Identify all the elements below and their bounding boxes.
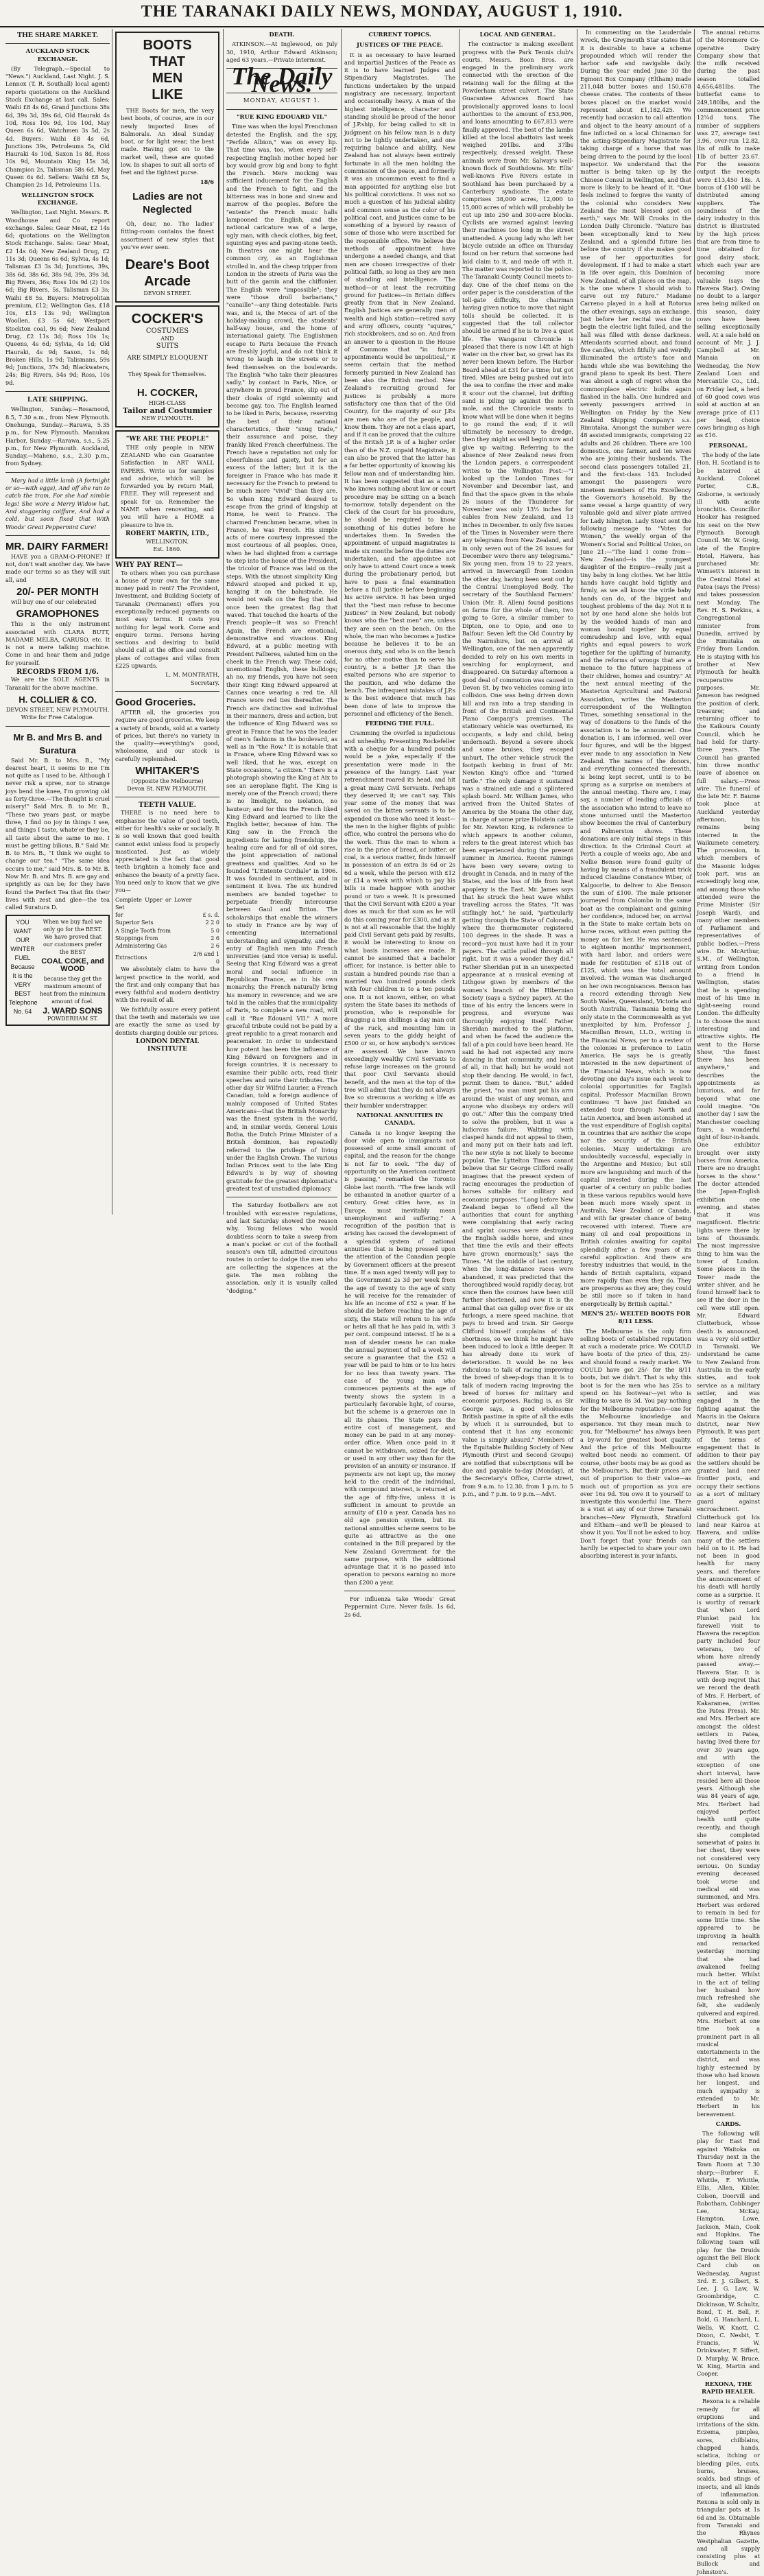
ladies-text: Oh, dear, no. The ladies' fitting-room contains the finest assortment of new styles that you've ever seen.	[121, 220, 214, 250]
boots-ad-headline: MEN	[152, 71, 183, 86]
ward-coal-ad	[5, 915, 110, 1027]
montrath-title: Secretary.	[190, 679, 219, 686]
cocker-eloquent: ARE SIMPLY ELOQUENT	[127, 354, 208, 362]
wellington-exchange-heading: WELLINGTON STOCK EXCHANGE.	[21, 191, 94, 207]
price-value: 2/6 and 1 0	[193, 950, 219, 965]
coal-ad-word: Because	[10, 963, 35, 970]
column-7	[697, 29, 760, 2575]
dairy-farmer-heading: MR. DAIRY FARMER!	[5, 540, 108, 552]
welted-boots-text: The Melbourne is the only firm selling boots of established reputation at such a moderate price. We COULD have boots of the price of this, 25/- and should found a ready market. We COULD have got 25/- for the 8/11 boots, but we didn't. That is why this boot is for the men who has 25s to spend on his footwear—yet who is willing to save 8s 3d. You pay nothing for the Melbourne reputation—one for the Melbourne knowledge and experience. Yet they mean much to you, for "Melbourne" has always been a by-word for greatest boot quality. And the price of this Melbourne welted boot needs no comment. Of course, other boots may be as good as the Melbourne's. But their prices are out of proportion to their value—as much out of proportion as you are over 16s 9d. You owe it to yourself to investigate this wonderful line. There is a visit at any of our three Taranaki branches—New Plymouth, Stratford and Eltham—and we'll be pleased to show it you. You'll not be asked to buy. Don't forget that your friends can hardly be expected to share your own absorbing interest in your infants.	[580, 1327, 691, 1560]
feeding-text: Cramming the overfed is injudicious and unhealthy. Presenting Rockefeller with a cheque for a hundred pounds would be a joke, especially if the presentation were made in the presence of the hungry. Last year retrenchment roared its head, and hit a great many Civil Servants. Perhaps they deserved it; we can't say. This year some of the money that was saved on the bitten servants is to be expended on those who need it least—the men in the higher flights of public office, who control the persons who do the work. Thus the man to whom a rise in the price of bread, or butter, or coal, is a serious matter, finds himself in possession of an extra 3s 6d or 2s 6d a week, while the person with £12 or £14 a week with which to pay his bills is made happier with another pound or two a week. It is presumed that the Civil Servant with £200 a year does as much for that sum as he will do this coming year for £300, and as it is not at all reasonable that the highly paid Civil Servant gets paid by results, it would be interesting to know on what basis increases are made. It cannot be assumed that a bachelor officer, for instance, is better able to sustain a hundred pounds rise than a married two hundred pounds clerk with four children is to a ten pounds one. It is not known, either, on what system the State bases its methods of promotion, who is responsible for dragging a ten shillings a day man out of the ruck, and mounting him in seven years to the giddy height of £500 or so, or how anybody's services are assessed. We have known exceedingly wealthy Civil Servants to refuse large increases on the ground that poor Civil Servants should benefit, and the men at the top of the tree will admit that they do not always live so strenuous a working a life as their humbler understrapper.	[344, 729, 455, 1109]
footballers-text: The Saturday footballers are not troubled with excessive regulations, and last Saturday showed the reason why. Young fellows who would doubtless scorn to take a sweep from a man's pocket or cut of the football season's own till, admitted circuitous routes in order to dodge the men who are collecting the sixpences at the gate. The men robbing the association, only it is usually called "dodging."	[226, 1202, 337, 1294]
martin-town: WELLINGTON.	[145, 539, 189, 546]
suratura-text: Said Mr. B. to Mrs. B., "My dearest heart, it seems to me I'm not quite as I used to be. Although I never risk a spree, nor to strange joys bend the knee, I'm growing old as forty-three.—The thought is cruel misery!" Said Mrs. B. to Mr. B., "These two years past, or maybe three, I find no joy in things I see, and things I taste, whate'er they be, all taste about the same to me. I must be getting bilious, B." Said Mr. B. to Mrs. B., "I think we ought to change our tea." "The same idea occurs to me," said Mrs. B. to Mr. B. Now Mr. B. and Mrs. B. are gay and sprightly as can be; for they have found the Perfect Tea that fits their lives with zest and glee—the tea called Suratura D.	[5, 756, 110, 911]
local-general-text: The contractor is making excellent progress with the Park Tennis club's courts. Messrs. Boon Bros. are engaged in the preliminary work connected with the erection of the retaining wall for the filling at the Powderham street culvert. The State Guarantee Advances Board has provisionally approved loans to local authorities to the amount of £53,906, and loans amounting to £67,813 were finally approved. The best of the lambs killed at the local abattoirs last week weighed 201lbs. and 37lbs respectively, dressed weight. These animals were from Mr. Salway's well-known flock of Southdowns. Mr. Ellis' well-known Five Rivers estate in Southland has been purchased by a Canterbury syndicate. The estate comprises 38,000 acres, 12,000 to 15,000 acres of which will probably be cut up into 250 and 300-acre blocks. Cyclists are warned against leaving their machines too long in the street unattended. A young lady who left her bicycle outside an office on Thursday found on her return that someone had laid claim to it, and made off with it. The matter was reported to the police. The Taranaki County Council meets to-day. One of the chief items on the order paper is the consideration of the toll-gate difficulty, the chairman having given notice to move that night tolls should be collected. It is suggested that the toll collector should be armed if he is to live a quiet life. The Wanganui Chronicle is pleased that there is now 14ft at high water on the river bar, so great has its never been known before. The Harbor Board ahead at £31 for a time; but got tired. Miles are being pushed out into the sea to confine the river and make it scour out the channel, but drifting sand is piling up against the north mole, and the Chronicle wants to know what will be done when it begins to go round the end; if it will ultimately be necessary to dredge, then they might as well begin now and give up waiting. Referring to the absence of New Zealand news from the London papers, a correspondent writes to the Wellington Post:—"I looked up the London Times for November and December last, and find that the space given in the whole 26 issues of the Thunderer for November was only 13½ inches for cables from New Zealand, and 13 inches in December. In only five issues of the Times in November were there any telegrams from New Zealand, and in only seven out of the 26 issues for December were there any telegrams." Six young men, from 19 to 22 years, arrived in Invercargill from London the other day, having been sent out by the Central Unemployed Body. The secretary of the Southland Farmers' Union (Mr. R. Allen) found positions on farms for the whole of them, two going to Gore, a similar number to Dipton, one to Opio, and one to Balfour. Seven left the Old Country by the Nairnshire, but on arrival at Wellington, one of the men apparently decided to rely on his own merits in searching for employment, and disappeared. On Saturday afternoon a good deal of commotion was caused in Devon St. by two vehicles coming into collision. One was being driven down hill and ran into a trap standing in front of the British and Continental Piano Company's premises. The stationary vehicle was overturned, its occupants, a lady and child, being underneath. Beyond a severe shock and some bruises, they escaped unhurt. The other vehicle struck the footpath kerbing in front of Mr. Newton King's office and "turned turtle." The only damage it sustained was a strained axle and a splintered splash board. Mr. William James, who arrived from the United States of America by the Moana the other day, in charge of some prize Holstein cattle for Mr. Newton King, is reference to which appears in another column, refers to the great interest which has been experienced during the present summer in America. Recent rainings have been very severe; owing to drought in Canada, and in many of the States, and the loss of life from heat apoplexy is the East. Mr. James says that he struck the heat wave whilst travelling across the States. "It was stiflingly hot," he said, "particularly getting through the State of Colorado, where the thermometer registered 100 degrees in the shade. It was a record—you must have had it in your papers. The cattle pulled through all right, but it was a wonder they did." Father Sheridan put in an unexpected appearance at a musical evening at Lithgow given by members of the women's branch of the Hibernian Society (says a Sydney paper). At the time of his entry the lancers were in progress, and everyone was thoroughly enjoying itself. Father Sheridan marched to the platform, and when he faced the audience the fall of a pin could have been heard. He said he had not expected any more dancing in that community, and least of all, in that hall; but he would not stop their dancing. He would, in fact, permit them to dance. "But," added the priest, "no man must put his arm around the waist of any woman, and anyone who disobeys my orders will go out." After this the company tried to solve the problem, but it was a ludicrous failure. Waltzing with clasped hands did not appeal to them, and many put on their hats and left. The new style is not likely to become popular. The Lyttelton Times cannot believe that Sir George Clifford really imagines that the present system of racing encourages the production of horses suitable for military and economic purposes. "Long before New Zealand began to offend all the authorities that count for anything were complaining that early racing and sprint courses were destroying the English saddle horse, and since that time the evils and their effects have grown enormously," says the Times. "At the middle of last century, when the long-distance races were abandoned, it was predicted that the thoroughbred would rapidly decay, but since then the courses have been still further shortened, and now it is the animal that can gallop over five or six furlongs, a mere speed machine, that pays to breed and train. Sir George Clifford himself complains of this shortness, so we think he might have been induced to look a little deeper. It has already done its work of deterioration. It would be no less ridiculous to talk of racing improving the breed of sheep-dogs than it is to talk of modern racing improving the breed of horses for military and economic purposes. Racing is, as Sir George says, a good wholesome British pastime in spite of all the evils by which it is surrounded, but to contend that it has any economic value is simply absurd." Members of the Equitable Building Society of New Plymouth (First and Second Groups) are notified that subscriptions will be due and payable to-day (Monday), at the Secretary's Office, Currie street, from 9 a.m. to 12.30, from 1 p.m. to 5 p.m., and 7 p.m. to 9 p.m.—Advt.	[462, 40, 573, 1497]
price-value: 2 6	[211, 943, 219, 950]
column-5	[462, 29, 573, 1497]
ladies-heading: Ladies are not Neglected	[132, 190, 202, 215]
teeth-heading: TEETH VALUE.	[138, 801, 197, 810]
late-shipping-text: Wellington, Sunday.—Rosamond, 8.5, 7.30 a.m., from New Plymouth. Onehunga, Sunday.—Rarawa, 5.35 p.m., for New Plymouth. Manukau Harbor, Sunday.—Rarawa, s.s., 5.25 p.m., for New Plymouth. Auckland, Sunday.—Maheno, s.s., 2.30 p.m., from Sydney.	[5, 406, 110, 467]
price-row	[115, 927, 219, 935]
price-item: Extractions	[115, 955, 147, 961]
cocker-town: NEW PLYMOUTH.	[141, 415, 193, 422]
divider	[5, 535, 110, 536]
deare-address: DEVON STREET.	[143, 290, 191, 297]
divider	[5, 726, 110, 727]
divider	[5, 43, 110, 44]
coal-ad-right-column	[39, 918, 106, 1023]
coal-ad-text: When we buy fuel we only go for the BEST. We have proved that our customers prefer the BEST	[43, 918, 103, 955]
price-item: Complete Upper or Lower Set	[115, 896, 192, 911]
price-value: 2 6	[211, 935, 219, 942]
column-3	[226, 29, 337, 1294]
divider	[5, 472, 110, 473]
price-value: 2 2 0	[205, 920, 219, 926]
cocker-headline: COCKER'S	[131, 312, 204, 327]
editorial-heading: "RUE KING EDOUARD VII."	[236, 114, 328, 121]
coal-ad-word: It is the	[12, 972, 33, 979]
divider	[5, 391, 110, 392]
whitaker-name: WHITAKER'S	[135, 765, 200, 777]
boots-ad	[115, 32, 219, 303]
coal-ad-street: POWDERHAM ST.	[47, 1016, 99, 1022]
deare-boot-arcade: Deare's Boot Arcade	[125, 257, 210, 290]
wellington-exchange-text: Wellington, Last Night. Messrs. R. Woodhouse and Co report exchange. Sales: Gear Meat, £2 14s 6d; quotations on the Wellington Stock Exchange. Sales: Gear Meat, £2 14s 6d; New Zealand Drug, £2 11s 3d; Queens 6s 6d; Sylvia, 4s 1d; Talisman £3 3s 3d; Junctions, 39s, 38s 6d, 38s 6d, 38s 9d, 39s, 39s 3d, Big Rivers, 36s; Ross 10s 9d (2) 10s 6d; Big Rivers, 5s, Talisman £3 3s; Waihi £8 5s. Buyers: Metropolitan premium, £12; Wellington Gas, £18 10s, £13 13s 9d; Wellington Woollen, £3 5s 6d; Westport Stockton coal, 9s 6d; New Zealand Drug, £2 11s 3d; Ross 10s 1s; Queens, 4s 6d; Sylvia, 4s 1d; Old Hauraki, 4s 9d; Saxon, 1s 8d; Broken Hills, 1s 9d; Talismans, 59s 9d; Junctions, 37s 3d; Blackwaters, 24s; Big Rivers, 54s 9d; Ross, 10s 9d.	[5, 209, 110, 386]
auckland-exchange-text: (By Telegraph.—Special to "News.") Auckland, Last Night. J. S. Lennox (T. R. Southall) local agent) reports quotations on the Auckland Stock Exchange at last call. Sales: Waihi £8 4s 6d, Grand Junctions 38s 6d, 39s 3d, 39s 6d, Old Hauraki 4s 10d, Ross 10s 9d, 10s 10d, May Queen 6s 6d, Watchmen 3s 5d, 2s 4d. Buyers: Waihi £8 4s 6d, Junctions 39s, Petroleums 5s, Old Hauraki 4s 10d, Saxon 1s 8d, Ross 10s 9d, Mountain King 15s 3d, Champion 2s, Talisman 58s 6d, May Queen 6s 6d. Sellers: Waihi £8 5s, Champion 2s 1d, Petroleums 11s.	[5, 65, 110, 189]
price-value: £ s. d.	[202, 912, 219, 919]
cards-heading: CARDS.	[715, 2120, 741, 2128]
coal-ad-word: BEST	[14, 990, 31, 997]
price-row	[115, 950, 219, 966]
cocker-and: AND	[160, 336, 174, 342]
current-topics-heading: CURRENT TOPICS.	[368, 32, 431, 38]
price-row	[115, 942, 219, 950]
price-row	[115, 911, 219, 919]
boots-ad-price: 18/6	[200, 178, 214, 185]
divider	[115, 691, 219, 692]
cocker-ad	[115, 305, 219, 428]
feeding-heading: FEEDING THE FULL.	[365, 721, 435, 728]
local-general-heading: LOCAL AND GENERAL.	[479, 32, 556, 38]
coal-ad-word: OUR	[16, 936, 29, 944]
people-text: THE only people in NEW ZEALAND who can Guarantee Satisfaction in ART WALL PAPERS. Write us for samples and advice, which will be forwarded you by return Mail, FREE. They will represent and speak for us. Remember the NAME when renovating, and you will have a HOME a pleasure to live in.	[121, 443, 214, 528]
gramophones-heading: GRAMOPHONES	[16, 608, 99, 620]
coal-ad-text: because they get the maximum amount of heat from the minimum amount of fuel.	[40, 976, 106, 1005]
records-price: RECORDS FROM 1/6.	[16, 668, 99, 677]
price-row	[115, 896, 219, 912]
coal-ad-word: FUEL	[14, 954, 31, 961]
boots-ad-text: THE Boots for men, the very best boots, of course, are in our newly imported lines of Balmorals. An ideal Sunday boot, or for light wear, the best made. Having got on to the market well, these are quoted low. In shapes to suit all sorts of feet and the tightest purse.	[121, 107, 214, 176]
martin-name: ROBERT MARTIN, LTD.,	[125, 530, 210, 537]
sole-agents-text: We are the SOLE AGENTS in Taranaki for the above machine.	[5, 676, 110, 691]
death-notice: ATKINSON.—At Inglewood, on July 30, 1910, Arthur Edward Atkinson; aged 63 years.—Private interment.	[226, 40, 337, 63]
whitaker-address: Devon St. NEW PLYMOUTH.	[127, 786, 208, 793]
share-market-heading: THE SHARE MARKET.	[16, 31, 99, 39]
welted-boots-heading: MEN'S 25/- WELTED BOOTS FOR 8/11 LESS.	[581, 1310, 691, 1326]
influenza-notice: For influenza take Woods' Great Peppermint Cure. Never fails. 1s 6d, 2s 6d.	[344, 1595, 455, 1618]
rent-heading: WHY PAY RENT—	[115, 561, 183, 570]
editorial-text: Time was when the loyal Frenchman detested the English, and the spy, "Perfide Albion," was on every lip. That time was, too, when every self-respecting English mother hoped her boy would grow big and bony to fight the French. Mere mocking was sufficient inducement for the English and the French to fight, and the bitterness was in bone and sinew and marrow of the peoples. Before the "entente" the French music halls lampooned the English, and the national caricature was of a large, ugly man, with check clothes, big feet, squinting eyes and paving-stone teeth. In theatres one might hear the common cry, as an Englishman strolled in, and the cheap tripper from London in the streets of Paris was the butt of the gamin and the chiffonier. The English were "impossible"; they were "those droll barbarians," "canaille"—any thing detestable. Paris was, and is, the Mecca of art of the holiday-making crowd, the students' half-way house, and the home of international gaiety. The Englishmen escape to Paris because the French are freshly joyful, and do not think it wrong to laugh in the streets or to feed themselves on the boulevards. The English "who take their pleasures sadly," by contact in Paris, Nice, or anywhere in proud France, slip out of their cloaks of rigid solemnity and become gay, too. The English learned to be liked in Paris, because, reserving the best of their national characteristics, their "snug trade," their assurance and poise, they frankly liked French cheerfulness. The French have a reputation not only for cheerfulness and gaiety, but for an excess of the latter; but it is the foreigner in France who has made it necessary for the French to pretend to be much more "vivid" than they are. So when King Edward desired to escape from the grind of kingship at Home, he went to France. The charmed Frenchmen became, when in France, he was French. His simple acts of mere courtesy impressed the most courteous of all peoples. Once, when he had slighted from a carriage to step into the house of the President, the tricolor of France was laid on the steps. With the utmost simplicity King Edward stooped and picked it up, hanging it on the balustrade. He would not walk on the flag that had once been the greatest flag that waved. That touched the hearts of the French people—it was so French! Again, the French are emotional, demonstrative and vivacious. King Edward, at a public meeting with President Fallieres, saluted him on the cheek in the French way. These cold, unemotional English, these bulldogs; ah no, my friends, you have not seen their King! King Edward appeared at Cannes once wearing a red tie. All France wore red ties thereafter. The French are distinctive and individual in their manners, dress and action, but the influence of King Edward was so great in France that he was the leader of men's fashions in the boulevard, as well as in "the Row." It is notable that in France, where King Edward was so well liked, that he was, except on State occasions, "a citizen." There is a photograph showing the King at Aix to see an aeroplane flight. The King is merely one of the French crowd; there is no limelight, no isolation, no hauteur; and for this the French liked King Edward and learned to like the English better, because of him. The King saw in the French the ingredients for lasting friendship, the healing cure and for all of old sores, the joint appreciation of national greatness and qualities. And so he founded "L'Entente Cordiale" in 1906. It was founded in sentiment, and in sentiment it lives. The six hundred members are banded together to perpetuate friendly intercourse between Gaul and Briton. The scholarships that enable the winners to study in France are by way of cementing international understanding and sympathy, and the entry of English men into French universities (and vice versa) is useful. Seeing that King Edward was a great moral and social influence in Republican France, as in his own monarchy, the French naturally bring his memory in reverence; and we are told in the cables that the municipality of Paris, to complete a new road, will call it "Rue Edouard VII." A more graceful tribute could not be paid by a great republic to a great monarch and peacemaker. In order to understand how potent has been the influence of King Edward on foreigners and in foreign countries, it is necessary to examine their public acts, read their speeches and note their tributes. The other day Sir Wilfrid Laurier, a French Canadian, told a foreign audience of mainly composed of United States Americans—that the British Monarchy was the finest system in the world, and, in similar words, General Louis Botha, the Dutch Prime Minister of a British dominion, has repeatedly referred to the privilege of living under the English Crown. The various Indian Princes sent to the late King Edward's is by way of showing gratitude for the greatest diplomatist's greatest test of unstudied diplomacy.	[226, 123, 337, 1193]
cocker-speak: They Speak for Themselves.	[128, 371, 207, 378]
martin-established: Est. 1860.	[153, 546, 182, 553]
rent-text: To others when you can purchase a house of your own for the same money paid in rent? The Provident, Investment, and Building Society of Taranaki (Permanent) offers you exceptionally reduced payments on most easy terms. It costs you nothing for legal work. Come and enquire terms. Persons having sections and desiring to build should call at the office and consult plans of cottages and villas from £225 upwards.	[115, 569, 219, 670]
cocker-suits: SUITS	[156, 342, 179, 351]
groceries-text: AFTER all, the groceries you require are good groceries. We keep a variety of brands, sold at a variety of prices, but there's no variety in the quality—everything's good, wholesome, and our stock is carefully replenished.	[115, 708, 219, 762]
coal-ad-word: WANT	[13, 927, 32, 935]
rexona-text: Rexona is a reliable remedy for all eruptions and irritations of the skin. Eczema, pimples, sores, chilblains, chapped hands, sciatica, itching or bleeding piles, cuts, burns, bruises, scalds, bad stings of insects, and all kinds of inflammation. Rexona is sold only in triangular pots at 1s 6d and 3s. Obtainable from Taranaki and the Rhynes Westphalian Gazette, and all supply consisting plus at Bullock and Johnston's.	[697, 2398, 760, 2575]
people-heading: "WE ARE THE PEOPLE"	[126, 436, 209, 443]
martin-wallpaper-ad	[115, 430, 219, 559]
personal-text: The body of the late Hon. H. Scotland is to be interred at Auckland. Colonel Porter, C.B., Gisborne, is seriously ill with acute bronchitis. Councillor Hooker has resigned his seat on the New Plymouth Borough Council. Mr. W. Greig, late of the Empire Hotel, Hawera, has purchased Mr. Wimsett's interest in the Central Hotel at Patea (says the Press) and takes possession next Monday. The Rev. H. S. Perkins, a Congregational minister from Dunedin, arrived by the Rimutaka on Friday from London. He is staying with his brother at New Plymouth for health recuperative purposes. Mr. Jameson has resigned the position of clerk, treasurer, and returning officer to the Kaikoura County Council, which he had held for thirty-three years. The Council has granted him three months' leave of absence on full salary.—Press wire. The funeral of the late Mr. F. Baume took place at Auckland yesterday afternoon, his remains being interred in the Waikumete cemetery. The procession, in which members of the Masonic lodges took part, was an exceedingly long one, and among those who attended were the Prime Minister (Sir Joseph Ward), and many other members of Parliament and representatives of public bodies.—Press wire. Dr. McArthur, S.M., of Wellington, writing from London to a friend in Wellington, states that he is spending most of his time in sight-seeing round London. The difficulty is to choose the most interesting and attractive sights. He went to the Horse Show, "the finest there has been anywhere," and describes the appointments as luxurious, and far beyond what one could imagine. "On another day I saw the Manchester coaching fours, a wonderful sight of four-in-hands. One exhibitor brought over sixty horses from America. There are no draught horses in the show." The doctor attended the Japan-English exhibition one evening, and states that it was magnificent. Electric lights were there by tens of thousands. The most impressive thing to him was the tower of London. Some places in the Tower made the writer shiver, and he found himself back to see if the door in the cell were still open. Mr. Edward Clutterbuck, whose death is announced, was a very old settler in Taranaki. We understand he came to New Zealand from Australia in the early sixties, and took service as a military settler, and was engaged in the fighting against the Maoris in the Oakura district, near New Plymouth. It was part of the terms of engagement that in addition to their pay the settlers should be granted land near frontier posts, and occupy their sections as a sort of military guard against encroachment. Clutterbuck got his land near Kairoa at Hawera, and unlike many of the settlers held on to it. He had not been in good health for many years, and therefore the announcement of his death will hardly come as a surprise. It is worthy of remark that when Lord Plunket paid his farewell visit to Hawera the reception party included four veterans, two of whom have already passed away.—Hawera Star. It is with deep regret that we record the death of Mrs. F. Herbert, of Kakaramea, (writes the Patea Press). Mr. and Mrs. Herbert are amongst the oldest settlers in Patea, having lived there for over 30 years ago, and with the exception of one short interval, have resided here all those years. Although she was 84 years of age, Mrs. Herbert had enjoyed perfect health until quite recently, and though she completed somewhat of pains in her chest, they were not considered very serious. On Sunday evening deceased took worse and medical aid was summoned, and Mrs. Herbert was ordered to remain in bed for some little time. She appeared to be improving in health and remarked yesterday morning that she had awakened feeling much better. Whilst in the act of telling her husband how much refreshed she felt, she suddenly quivered and expired. Mrs. Herbert at one time took a prominent part in all musical entertainments in the district, and was highly esteemed by those who had known her longest, and much sympathy is extended to Mr. Herbert in his bereavement.	[697, 452, 760, 2118]
death-heading: DEATH.	[269, 32, 295, 38]
coal-ad-word: YOU	[16, 918, 29, 926]
price-item: A Single Tooth from	[115, 927, 171, 934]
divider	[226, 109, 337, 110]
column-2	[115, 29, 219, 1215]
price-item: for	[115, 912, 123, 919]
cocker-name: H. COCKER,	[136, 387, 198, 399]
column-rule	[223, 29, 224, 1215]
cocker-costumes: COSTUMES	[145, 327, 189, 336]
boots-ad-headline: BOOTS	[143, 38, 192, 53]
groceries-heading: Good Groceries.	[115, 696, 196, 708]
dairy-news-text: The annual returns of the Moremere Co-operative Dairy Company show that the milk received during the past season totalled 4,656,481lbs. The butterfat came to 249,180lbs, and the commencement price 12¼d tons. The number of suppliers was 27, average test 3.96, over-run 12.82, lbs of milk to make 1lb of butter 23.67. For the seasons output the receipts were £13,450 18s. A bonus of £100 will be distributed among suppliers. The soundness of the dairy industry in this district is illustrated by the high prices that are from time to time obtained for good dairy stock, which each year are becoming more valuable (says the Hawera Star). Owing no doubt to a larger area being milked on this season, dairy cows have been selling exceptionally well. At a sale held on account of Mr. J. J. Campbell at Mr. Manaia on Wednesday, the New Zealand Loan and Mercantile Co., Ltd., on Friday last, a herd of 60 good cows was sold at auction at an average price of £11 per head, choice cows bringing as high as £16.	[697, 29, 760, 439]
teeth-claim: We absolutely claim to have the largest practice in the world, and the first and only company that has every faithful and modern dentistry with the result of all.	[115, 965, 219, 1004]
price-item: Stoppings from	[115, 935, 158, 942]
whitaker-note: (Opposite the Melbourne)	[131, 778, 204, 785]
coal-ad-word: VERY	[14, 981, 32, 988]
teeth-price-list	[115, 896, 219, 966]
teeth-text: THERE is no need here to emphasise the value of good teeth, either for health's sake or socially. It is so well known that good health cannot exist unless food is properly masticated. Just as widely appreciated is the fact that good teeth brighten a homely face and enhance the beauty of a pretty face. You need only to know that we give you—	[115, 809, 219, 894]
personal-heading: PERSONAL.	[708, 442, 748, 449]
justices-text: It is as necessary to have learned and impartial Justices of the Peace as it is to have learned Judges and Stipendiary Magistrates. The functions undertaken by the unpaid magistracy are necessary, important and occasionally heavy. A man of the highest intelligence, character and standing should be proud of the honor of J.P.ship, for being called to sit in judgment on his fellow man is a duty not to be lightly undertaken, and one requiring balance and ability. New Zealand has not always been entirely fortunate in all the men holding the commission of the peace, and formerly it was an uncommon event to find a man appointed for anything else but his political convictions. It was not so much a question of his judicial ability and common sense as the color of his political coat, and Justices came to be something of a byword by reason of some of those who were inscribed for the responsible office. We believe the methods of appointment have undergone a needed change, and that men are chosen irrespective of their political faith, so long as they are men of standing and intelligence. The method—or at least the recruiting ground for Justices—in Britain differs greatly from that in New Zealand. English Justices are generally men of wealth and high station—retired navy and army officers, county "squires," rich stockbrokers, and so on. And from an answer to a question in the House of Commons that "in future appointments would be unpolitical," it seems certain that the method formerly pursued in New Zealand has been also the British method. New Zealand's recruiting ground for justices is probably a more satisfactory one than that of the Old Country, for the majority of our J.P.s are men who are of the people, and know them. They are not a class apart, and if it can be proved that the culture of the British J.P. is of a higher order than of the N.Z. unpaid Magistrate, it can also be proved that the latter has a far better opportunity of knowing his fellow man and of understanding him. It has been suggested that as a man who knows nothing about law or court procedure may be sitting on a bench to-morrow, totally dependent on the Clerk of the Court for his procedure, he should be required to know something of his duties before he undertakes them. In Sweden the appointment of unpaid magistrates is made six months before the duties are undertaken, and the appointee not only have to attend Court once a week during the probationary period, but have to pass a final examination before a full justice before beginning his active service. It has been urged that the "best man refuse to become justices" in New Zealand, but nobody knows who the "best men" are, unless they are seen on the bench. On the whole, the man who becomes a Justice because he believes it to be an onerous duty, and who is on the bench for no other motive than to serve his country, is a better J.P. than the exalted persons who are superior to the position, and who defame the bench. The infrequent mistakes of J.P.s is the best evidence that much has been done of late to improve the personnel and efficiency of the Bench.	[344, 51, 455, 717]
local-general-continued: In commenting on the Lauderdale wreck, the Greymouth Star states that it is desirable to have a scheme propounded which will render the harbor safe and navigable daily. During the year ended June 30 the Egmont Box Company (Eltham) made 211,048 butter boxes and 150,678 cheese crates. The contents of these boxes placed on the market would represent about £1,182,425. We recently had occasion to call attention and object to the heavy amount of a fine inflicted on a local Chinaman for the acting-Stipendiary Magistrate for taking charge of a horse that was being driven to the pound by the local inspector. We understand that the matter is being taken up by the Chinese Consul in Wellington, and that more is likely to be heard of it. "One feels inclined to forgive the vanity of the colonial who considers New Zealand the most blessed spot on earth," says Mr. Will Crooks in the London Daily Chronicle. "Nature has been exceptionally kind to New Zealand, and a splendid future lies before the country if she makes good use of her opportunities for development. If I had to make a start in life over again, this Dominion of New Zealand, of all places on the map, is the one where I should wish to carve out my future." Madame Carreno played in a hall at Rotorua the other evenings, says an exchange. Just before her recital was due to begin the electric light failed, and the hall was filled with dense darkness. Attendants scurried about, and found five candles, which fitfully and weirdly illuminated the artiste's face and hands while she was bewitching the grand piano to speak its best. There was almost a sigh of regret when the commonplace electric bulbs again flashed in the halls. One hundred and seventy passengers arrived in Wellington on Friday by the New Zealand Shipping Company's s.s. Rimutaka. Amongst the number were 48 assisted immigrants, comprising 22 adults and 26 children. There are 100 domestics, one farmer, and ten wives who are joining their husbands. The second class passengers totalled 21, and the first-class 143. Included amongst the passengers were nineteen members of His Excellency the Governor's household. By the same vessel a large quantity of very valuable gold and silver plate arrived for Lady Islington. Lady Stout sent the following message to "Votes for Women," the weekly organ of the Women's Social and Political Union, on June 21:—"The land I come from—New Zealand—is the youngest daughter of the Empire—really just a tiny baby in long clothes. Yet her little hands have caught hold tightly and firmly, as we all know the virile baby hands can do, of the biggest and toughest problems of the day. Not it is not by one hand alone she holds but by the wedded hands of man and woman bound together by equal comradeship and love, with equal rights and equal powers to work together for the uplifting of humanity, and the reforms of wrongs that are a menace to the future happiness of their children, homes and country." At the next annual meeting of the Masterton Agricultural and Pastoral Association, writes the Masterton correspondent of the Wellington Times, something sensational in the way of donations to the funds of the association is to be announced. One donation is, I am informed, well over four figures, and will be the biggest ever made to any association in New Zealand. The names of the donors, and everything connected therewith, is being kept secret, until is to be sprung as a surprise on members at the annual meeting. There are, I may say, a number of leading officials of the association who intend to leave no stone unturned until the Masterton show becomes the rival of Canterbury and Palmerston shows. These donations are only initial steps in this direction. In the Criminal Court at Perth a couple of weeks ago, Abe and Nellie Benson were found guilty of having by means of a fraudulent trick induced Claudine Constance Wiber, of Kalgoorlie, to deliver to Abe Benson the sum of £100. The male prisoner journeyed from Colombo in the same boat as the complainant and gaining her confidence, induced her, on arrival in the State to make certain bets on horse races, without even putting the money on for her. He was sentenced to eighteen months' imprisonment, with hard labor, and orders were made for restitution of £118 out of £125, which was the total amount involved. The woman was discharged on her own recognisances. Benson has a record extending through New South Wales, Queensland, Victoria and South Australia, Tasmania being the only state in the Commonwealth as yet unexploited by him. Professor J. Macmillan Brown, LL.D., writing in the Financial News, per to a review of the colonies in preference to Latin America. He says he is greatly interested in the new department of the Financial News, which is now devoting one day's issue each week to colonial opportunities for English capital. Professor Macmillan Brown continues: "I have just finished an extended tour through North and Latin America, and been astonished at the vast expenditure of English capital in countries that are neither the scope nor the security of the British colonies. Many undertakings are undoubtedly successful, especially in the Argentine and Mexico; but still more are languishing and much of the capital invested during the last quarter of a century on public bodies in these various republics would have been much more wisely spent in Australia, New Zealand or Canada, and with far greater chance of being recovered with interest. There are many oil and coal propositions in British colonies awaiting for capital splendidly after a few years of its careful application. And there are forestry industries that would, in the hands of British capitalists, expand more rapidly than even they do. They are prosperous as they are; they could be still more so if taken in hand energetically by British capital."	[580, 29, 691, 1307]
coal-ad-left-column	[9, 918, 36, 1023]
coal-ad-firm: J. WARD SONS	[43, 1006, 103, 1016]
price-item: Superior Sets	[115, 920, 154, 926]
woods-verse: Mary had a little lamb (A fortnight or so—with eggs), And off she ran to catch the tram, For she had nimble legs! She wore a Merry Widow hat, And staggering coiffure, And had a cold, but soon fixed that With Woods' Great Peppermint Cure!	[5, 476, 110, 530]
cocker-trade: Tailor and Costumier	[122, 406, 213, 416]
annuities-heading: NATIONAL ANNUITIES IN CANADA.	[356, 1112, 444, 1127]
coal-ad-word: No. 64	[13, 1007, 32, 1015]
coal-ad-word: Telephone	[9, 998, 38, 1006]
dairy-farmer-continued: will buy one of our celebrated	[11, 598, 97, 605]
annuities-text: Canada is no longer keeping the door wide open to immigrants not possessed of some small amount of capital, and the reason for the change is not far to seek. "The day of opportunity on the American continent is passing," remarked the Toronto Globe last month. "The free lands will be exhausted in another quarter of a century. Great cities have, as in Europe, must inevitably mean unemployment and suffering." A recognition of the position that is arising has caused the development of a splendid system of national annuities that is being pressed upon the attention of the Canadian people by Government officers at the present time. If a man aged twenty will pay to the Government 2s 3d per week from the age of twenty to the age of sixty he will receive for the remainder of his life an income of £52 a year. If he should die before reaching the age of sixty, the State will return to his wife or heirs all that he has paid in, with 3 per cent. compound interest. If he is a man of slender means he can make the annual payment of tell a week will secure a guarantee that the £52 a year will be paid to him or to his heirs for no less than twenty years. The case of the young man who commences payments at the age of twenty shows the system in a particularly favorable light, of course, but the scheme is a generous one in all its phases. The State pays the entire cost of management, and money can be paid in at any money-order office. When once paid in it cannot be withdrawn, seized for debt, or used in any other way than for the provision of an annuity or insurance. If payments are not kept up, the money held to the credit of the individual, with compound interest, is returned at the age of fifty-five, unless it is sufficient in amount to provide an annuity of £10 a year. Canada has no old age pension system, but its national annuities scheme seems to be quite as attractive as the one contained in the Bill prepared by the New Zealand Government for the same purpose, with the additional advantage that it is no passed into operation to persons earning no more than £200 a year.	[344, 1129, 455, 1586]
coal-ad-products: COAL COKE, and WOOD	[41, 957, 104, 973]
gramophone-price: 20/- PER MONTH	[16, 586, 99, 598]
column-rule	[694, 29, 695, 1215]
price-row	[115, 935, 219, 942]
montrath-name: L. M. MONTRATH,	[165, 671, 219, 679]
price-value	[191, 896, 219, 912]
auckland-exchange-heading: AUCKLAND STOCK EXCHANGE.	[25, 48, 90, 63]
rexona-heading: REXONA, THE RAPID HEALER.	[702, 2380, 755, 2396]
suratura-heading: Mr B. and Mrs B. and Suratura	[13, 731, 102, 756]
london-dental-institute: LONDON DENTAL INSTITUTE	[136, 1038, 199, 1053]
price-row	[115, 919, 219, 926]
price-item: Administering Gas	[115, 943, 167, 950]
masthead: THE TARANAKI DAILY NEWS, MONDAY, AUGUST 1, 1910.	[0, 0, 764, 27]
coal-ad-word: WINTER	[10, 945, 35, 952]
boots-ad-headline: LIKE	[152, 87, 183, 102]
cocker-class: HIGH-CLASS	[148, 400, 187, 407]
collier-name: H. COLLIER & CO.	[19, 694, 97, 705]
late-shipping-heading: LATE SHIPPING.	[27, 395, 88, 404]
cards-text: The following will play for East End against Waitoka on Thursday next in the Town Room at 7.30 sharp:—Burbrer E. Whittle, F. Whittle, Ellis, Allen, Kibler, Colson, Doorvill and Robotham, Cobbinger Lee, McKay, Hampton, Lowe, Jackson, Main, Cook and Hopkins. The following team will play for the Druids against the Bell Block Card club on Wednesday, August 3rd. E. J. Gilbert, S. Lee, J. G. Law, W. Groombridge, C. Dickinson, W. Schultz, Bond, T. H. Bell, F. Bold, G. Hanchard, L. Wells, W. Knott, C. Dixon, C. Nesbit, T. Francis, W. Drinkwater, F. Siffert, D. Murphy, W. Bruce, W. King, Martin and Cooper.	[697, 2130, 760, 2378]
column-4	[344, 29, 455, 1618]
gramophone-text: This is the only instrument associated with CLARA BUTT, MADAME MELBA, CARUSO, etc. It is not a mere talking machine. Come in and hear them and judge for yourself.	[5, 620, 110, 666]
column-1	[5, 29, 110, 1215]
paper-nameplate: The Daily News.	[231, 62, 333, 98]
column-6	[580, 29, 691, 1560]
justices-heading: JUSTICES OF THE PEACE.	[356, 42, 444, 49]
collier-address: DEVON STREET, NEW PLYMOUTH. Write for Free Catalogue.	[5, 705, 110, 721]
teeth-assurance: We faithfully assure every patient that the teeth and materials we use are exactly the same as used by dentists charging double our prices.	[115, 1005, 219, 1036]
issue-date: MONDAY, AUGUST 1.	[243, 97, 321, 104]
boots-ad-headline: THAT	[150, 54, 185, 69]
column-rule	[341, 29, 342, 1215]
price-value: 5 0	[211, 927, 219, 934]
dairy-farmer-text: HAVE you a GRAM-O-PHONE? If not, don't wait another day. We have made our terms so as they will suit all, and	[5, 552, 110, 583]
